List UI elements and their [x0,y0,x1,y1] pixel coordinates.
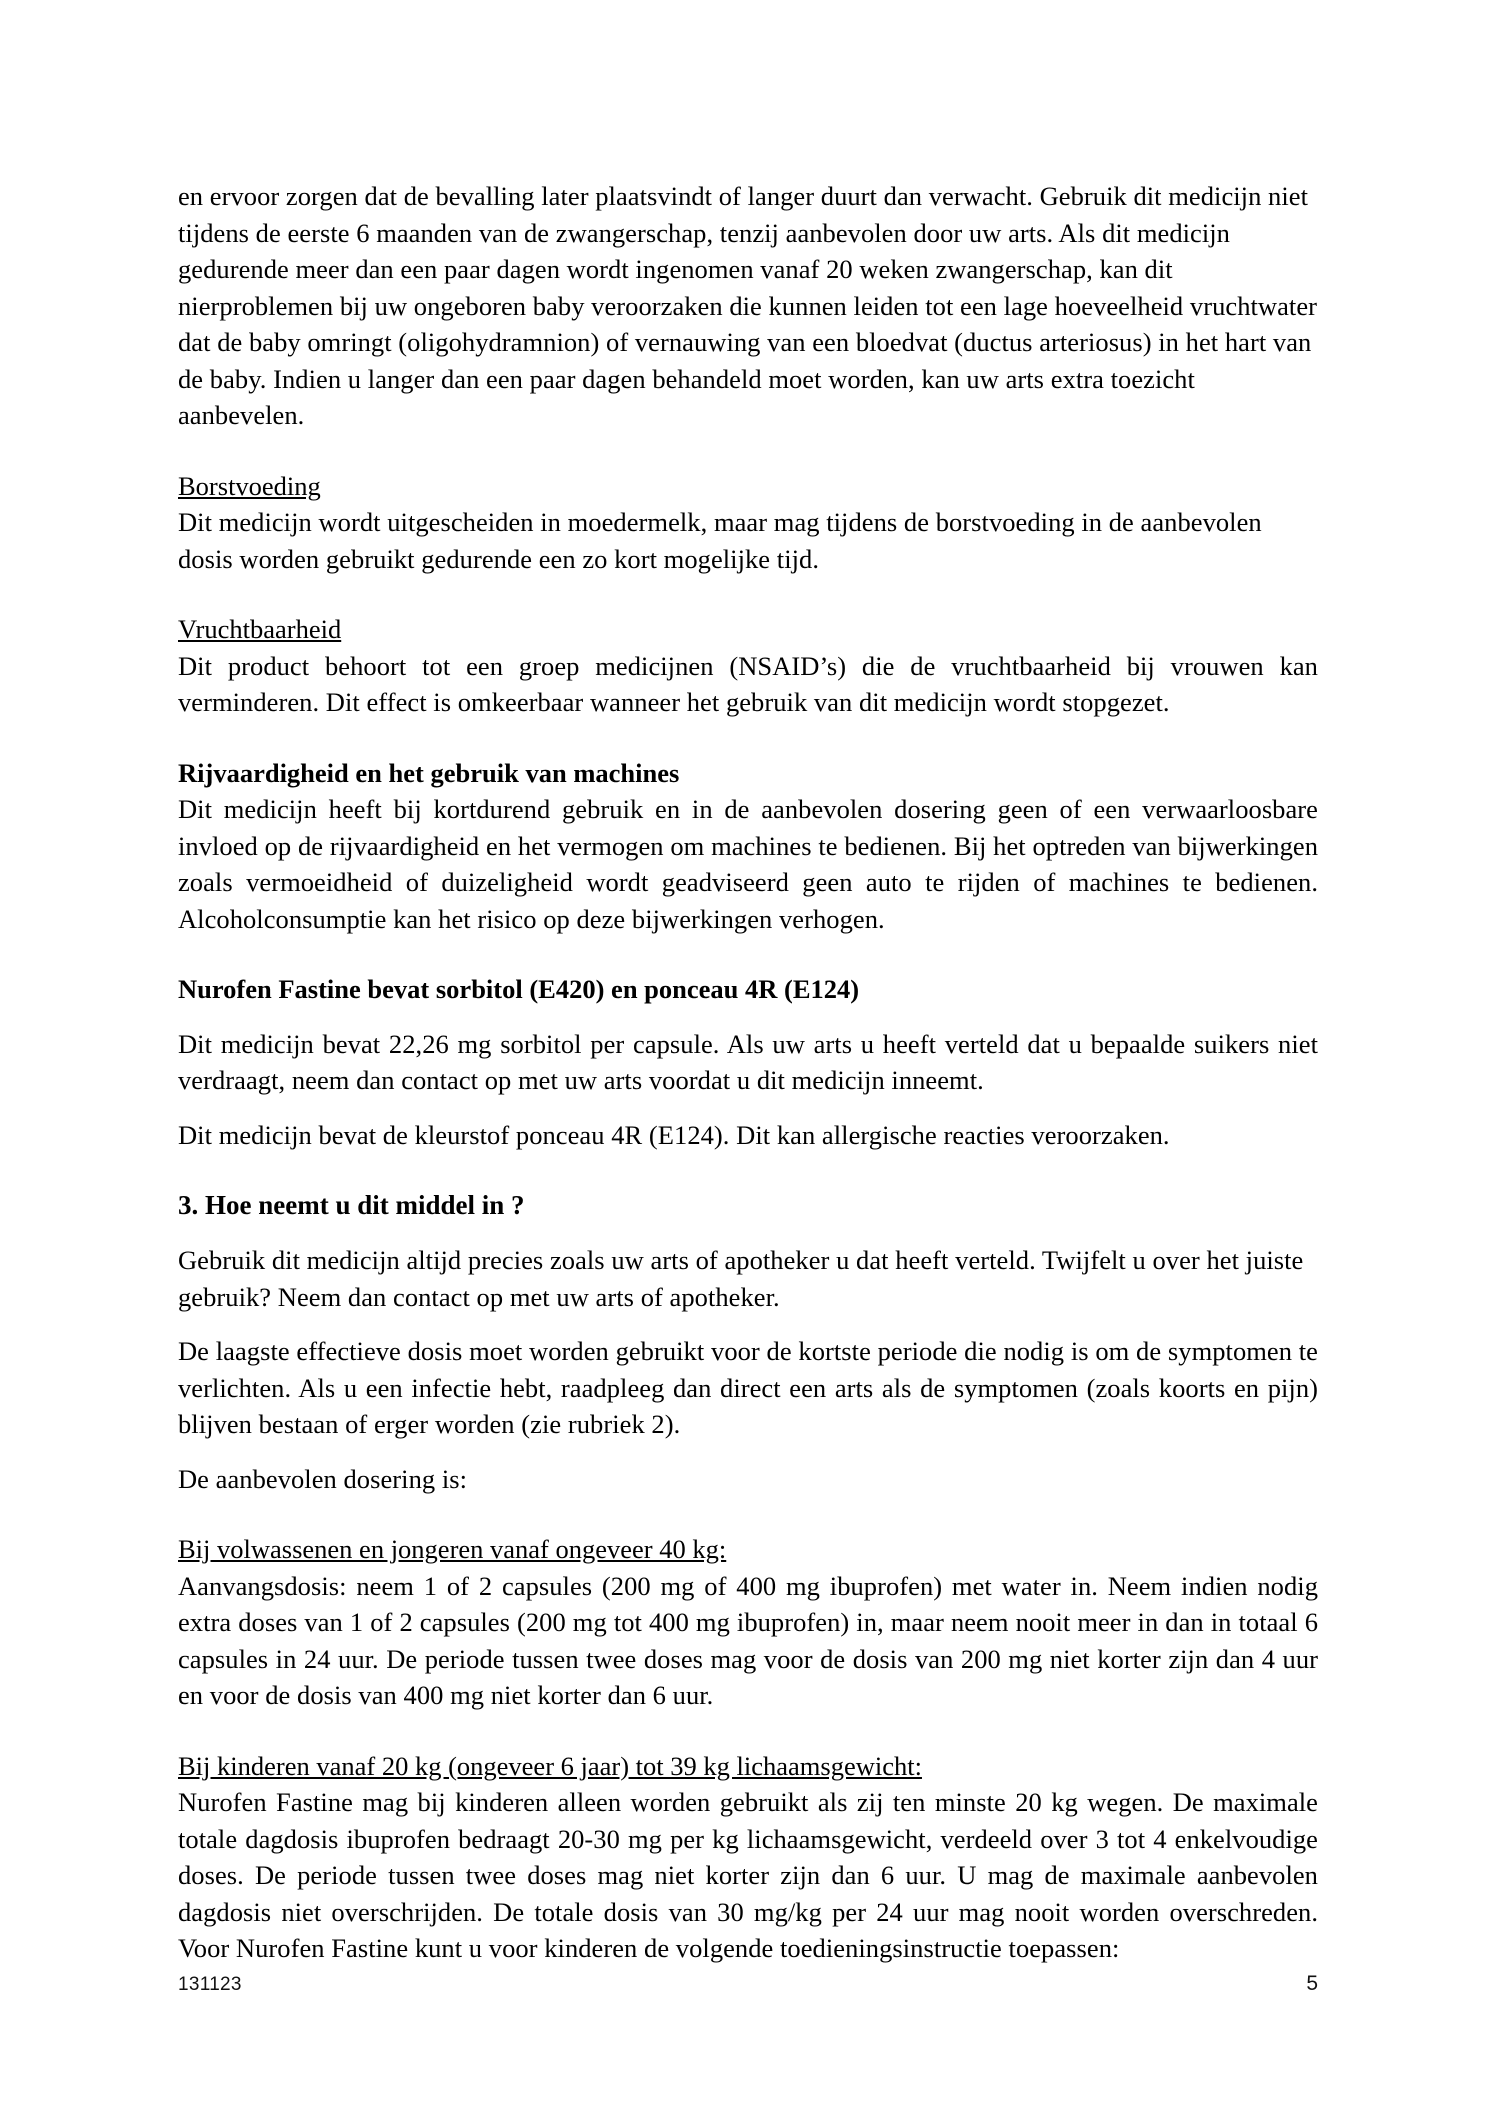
dosage-adults-section [178,1531,1318,1714]
spacer [178,1714,1318,1748]
section-3 [178,1187,1318,1497]
page-number: 5 [1306,1972,1318,1995]
driving-heading: Rijvaardigheid en het gebruik van machines [178,757,680,788]
spacer [178,721,1318,755]
breastfeeding-text: Dit medicijn wordt uitgescheiden in moedermelk, maar mag tijdens de borstvoeding in de aanbevolen dosis worden gebruikt gedurende een zo kort mogelijke tijd. [178,507,1262,574]
spacer [178,1224,1318,1242]
revision-code: 131123 [178,1974,242,1995]
page-footer [178,1972,1318,1996]
dosage-adults-text: Aanvangsdosis: neem 1 of 2 capsules (200 mg of 400 mg ibuprofen) met water in. Neem indien nodig extra doses van 1 of 2 capsules (200 mg tot 400 mg ibuprofen) in, maar neem nooit meer in dan in totaal 6 capsules in 24 uur. De periode tussen twee doses mag voor de dosis van 200 mg niet korter zijn dan 4 uur en voor de dosis van 400 mg niet korter dan 6 uur. [178,1570,1318,1710]
dosage-children-text: Nurofen Fastine mag bij kinderen alleen worden gebruikt als zij ten minste 20 kg wegen. De maximale totale dagdosis ibuprofen bedraagt 20-30 mg per kg lichaamsgewicht, verdeeld over 3 tot 4 enkelvoudige doses. De periode tussen twee doses mag niet korter zijn dan 6 uur. U mag de maximale aanbevolen dagdosis niet overschrijden. De totale dosis van 30 mg/kg per 24 uur mag nooit worden overschreden. Voor Nurofen Fastine kunt u voor kinderen de volgende toedieningsinstructie toepassen: [178,1787,1318,1963]
section-3-paragraph-2: De laagste effectieve dosis moet worden gebruikt voor de kortste periode die nodig is om de symptomen te verlichten. Als u een infectie hebt, raadpleeg dan direct een arts als de symptomen (zoals koorts en pijn) blijven bestaan of erger worden (zie rubriek 2). [178,1336,1318,1439]
spacer [178,1099,1318,1117]
breastfeeding-heading: Borstvoeding [178,470,321,501]
dosage-children-heading: Bij kinderen vanaf 20 kg (ongeveer 6 jaar) tot 39 kg lichaamsgewicht: [178,1750,922,1781]
spacer [178,1443,1318,1461]
spacer [178,937,1318,971]
excipients-section [178,971,1318,1153]
excipients-text-ponceau: Dit medicijn bevat de kleurstof ponceau 4R (E124). Dit kan allergische reacties veroorzaken. [178,1119,1170,1150]
dosage-children-section [178,1748,1318,1967]
paragraph-pregnancy-continuation: en ervoor zorgen dat de bevalling later plaatsvindt of langer duurt dan verwacht. Gebruik dit medicijn niet tijdens de eerste 6 maanden van de zwangerschap, tenzij aanbevolen door uw arts. Als dit medicijn gedurende meer dan een paar dagen wordt ingenomen vanaf 20 weken zwangerschap, kan dit nierproblemen bij uw ongeboren baby veroorzaken die kunnen leiden tot een lage hoeveelheid vruchtwater dat de baby omringt (oligohydramnion) of vernauwing van een bloedvat (ductus arteriosus) in het hart van de baby. Indien u langer dan een paar dagen behandeld moet worden, kan uw arts extra toezicht aanbevelen. [178,181,1318,430]
section-3-paragraph-3: De aanbevolen dosering is: [178,1463,468,1494]
breastfeeding-section [178,468,1318,578]
dosage-adults-heading: Bij volwassenen en jongeren vanaf ongeveer 40 kg: [178,1534,727,1564]
spacer [178,577,1318,611]
fertility-heading: Vruchtbaarheid [178,614,342,644]
section-3-heading: 3. Hoe neemt u dit middel in ? [178,1190,525,1220]
page-content [178,178,1318,1967]
spacer [178,1497,1318,1531]
driving-text: Dit medicijn heeft bij kortdurend gebruik en in de aanbevolen dosering geen of een verwaarloosbare invloed op de rijvaardigheid en het vermogen om machines te bedienen. Bij het optreden van bijwerkingen zoals vermoeidheid of duizeligheid wordt geadviseerd geen auto te rijden of machines te bedienen. Alcoholconsumptie kan het risico op deze bijwerkingen verhogen. [178,794,1318,934]
spacer [178,434,1318,468]
fertility-text: Dit product behoort tot een groep medicijnen (NSAID’s) die de vruchtbaarheid bij vrouwen kan verminderen. Dit effect is omkeerbaar wanneer het gebruik van dit medicijn wordt stopgezet. [178,650,1318,717]
driving-section [178,755,1318,938]
section-3-paragraph-1: Gebruik dit medicijn altijd precies zoals uw arts of apotheker u dat heeft verteld. Twijfelt u over het juiste gebruik? Neem dan contact op met uw arts of apotheker. [178,1245,1304,1312]
excipients-text-sorbitol: Dit medicijn bevat 22,26 mg sorbitol per capsule. Als uw arts u heeft verteld dat u bepaalde suikers niet verdraagt, neem dan contact op met uw arts voordat u dit medicijn inneemt. [178,1028,1318,1095]
excipients-heading: Nurofen Fastine bevat sorbitol (E420) en ponceau 4R (E124) [178,974,860,1004]
spacer [178,1008,1318,1026]
spacer [178,1315,1318,1333]
fertility-section [178,611,1318,721]
spacer [178,1153,1318,1187]
